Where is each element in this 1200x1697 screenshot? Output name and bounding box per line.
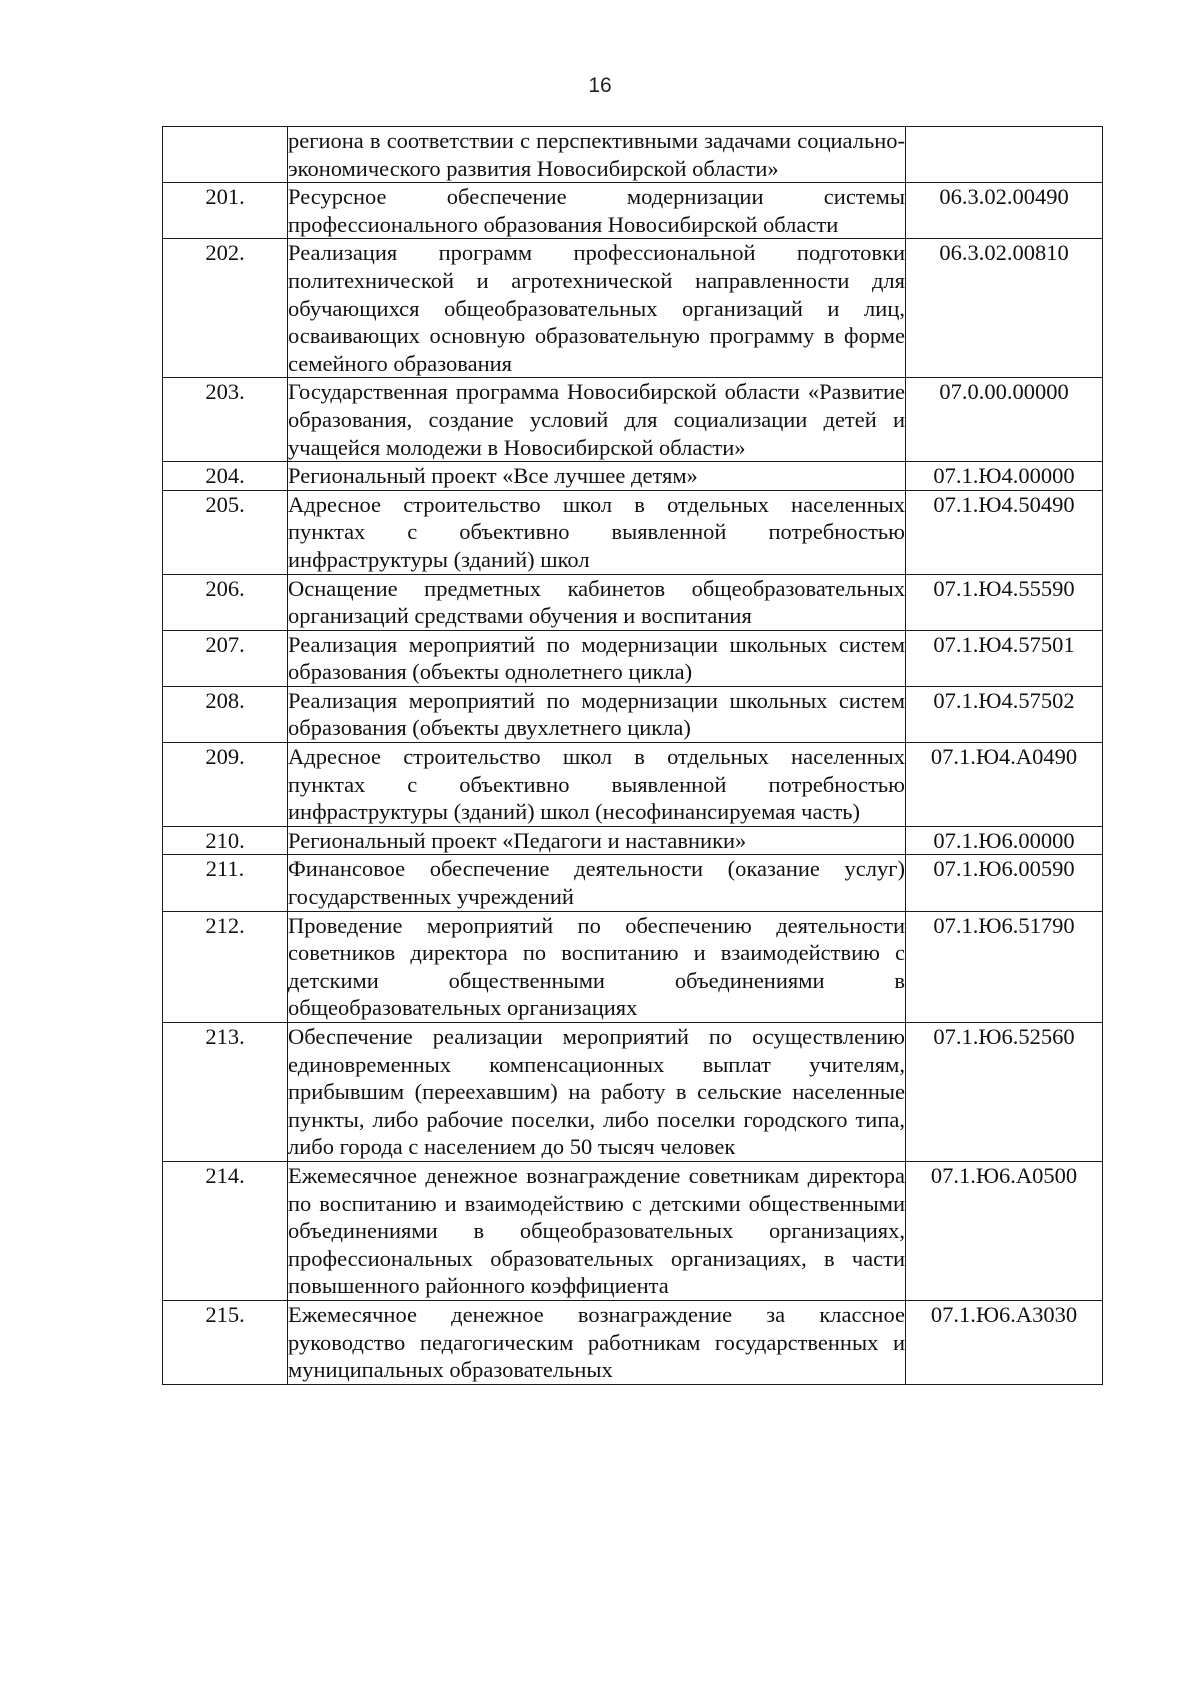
row-description: Государственная программа Новосибирской области «Развитие образования, создание условий для социализации детей и учащейся молодежи в Новосибирской области» (288, 378, 906, 462)
row-number: 201. (163, 183, 288, 239)
row-number: 213. (163, 1023, 288, 1162)
row-description: Оснащение предметных кабинетов общеобразовательных организаций средствами обучения и воспитания (288, 574, 906, 630)
table-row (163, 1023, 1103, 1162)
table-row (163, 378, 1103, 462)
row-description: Региональный проект «Педагоги и наставники» (288, 826, 906, 855)
table-row (163, 855, 1103, 911)
row-code: 07.1.Ю4.50490 (906, 490, 1103, 574)
row-description: Адресное строительство школ в отдельных населенных пунктах с объективно выявленной потребностью инфраструктуры (зданий) школ (несофинансируемая часть) (288, 743, 906, 827)
row-code (906, 127, 1103, 183)
row-number: 204. (163, 462, 288, 491)
row-description: Региональный проект «Все лучшее детям» (288, 462, 906, 491)
row-code: 07.1.Ю6.00590 (906, 855, 1103, 911)
row-code: 07.1.Ю6.00000 (906, 826, 1103, 855)
row-number: 207. (163, 630, 288, 686)
row-description: Адресное строительство школ в отдельных населенных пунктах с объективно выявленной потребностью инфраструктуры (зданий) школ (288, 490, 906, 574)
row-description: Реализация мероприятий по модернизации школьных систем образования (объекты двухлетнего цикла) (288, 686, 906, 742)
table-row (163, 1161, 1103, 1300)
row-code: 07.1.Ю6.52560 (906, 1023, 1103, 1162)
table-row (163, 183, 1103, 239)
table-row (163, 490, 1103, 574)
row-number: 214. (163, 1161, 288, 1300)
row-code: 07.1.Ю6.А3030 (906, 1300, 1103, 1384)
table-row (163, 911, 1103, 1022)
row-code: 07.1.Ю4.55590 (906, 574, 1103, 630)
table-row (163, 826, 1103, 855)
row-code: 07.1.Ю6.51790 (906, 911, 1103, 1022)
row-code: 07.0.00.00000 (906, 378, 1103, 462)
row-number: 208. (163, 686, 288, 742)
row-code: 07.1.Ю4.00000 (906, 462, 1103, 491)
row-description: Ресурсное обеспечение модернизации системы профессионального образования Новосибирской области (288, 183, 906, 239)
row-number: 205. (163, 490, 288, 574)
row-number: 202. (163, 239, 288, 378)
table-row (163, 743, 1103, 827)
row-description: Ежемесячное денежное вознаграждение за классное руководство педагогическим работникам государственных и муниципальных образовательных (288, 1300, 906, 1384)
row-code: 07.1.Ю6.А0500 (906, 1161, 1103, 1300)
row-description: Ежемесячное денежное вознаграждение советникам директора по воспитанию и взаимодействию с детскими общественными объединениями в общеобразовательных организациях, профессиональных образовательных организациях, в части повышенного районного коэффициента (288, 1161, 906, 1300)
row-description: Обеспечение реализации мероприятий по осуществлению единовременных компенсационных выплат учителям, прибывшим (переехавшим) на работу в сельские населенные пункты, либо рабочие поселки, либо поселки городского типа, либо города с населением до 50 тысяч человек (288, 1023, 906, 1162)
row-code: 07.1.Ю4.А0490 (906, 743, 1103, 827)
row-number: 212. (163, 911, 288, 1022)
table-row (163, 239, 1103, 378)
table-row (163, 686, 1103, 742)
row-number: 203. (163, 378, 288, 462)
row-code: 06.3.02.00810 (906, 239, 1103, 378)
row-description: Реализация мероприятий по модернизации школьных систем образования (объекты однолетнего цикла) (288, 630, 906, 686)
table-row (163, 1300, 1103, 1384)
page-number: 16 (588, 74, 612, 97)
table-row (163, 630, 1103, 686)
row-number: 210. (163, 826, 288, 855)
row-code: 06.3.02.00490 (906, 183, 1103, 239)
budget-classification-table (162, 126, 1103, 1385)
row-description: региона в соответствии с перспективными задачами социально-экономического развития Новосибирской области» (288, 127, 906, 183)
row-description: Реализация программ профессиональной подготовки политехнической и агротехнической направленности для обучающихся общеобразовательных организаций и лиц, осваивающих основную образовательную программу в форме семейного образования (288, 239, 906, 378)
table-row (163, 127, 1103, 183)
row-number: 209. (163, 743, 288, 827)
row-number: 206. (163, 574, 288, 630)
table-row (163, 462, 1103, 491)
row-number: 215. (163, 1300, 288, 1384)
row-number: 211. (163, 855, 288, 911)
row-description: Финансовое обеспечение деятельности (оказание услуг) государственных учреждений (288, 855, 906, 911)
row-description: Проведение мероприятий по обеспечению деятельности советников директора по воспитанию и взаимодействию с детскими общественными объединениями в общеобразовательных организациях (288, 911, 906, 1022)
row-number (163, 127, 288, 183)
table-row (163, 574, 1103, 630)
row-code: 07.1.Ю4.57501 (906, 630, 1103, 686)
row-code: 07.1.Ю4.57502 (906, 686, 1103, 742)
